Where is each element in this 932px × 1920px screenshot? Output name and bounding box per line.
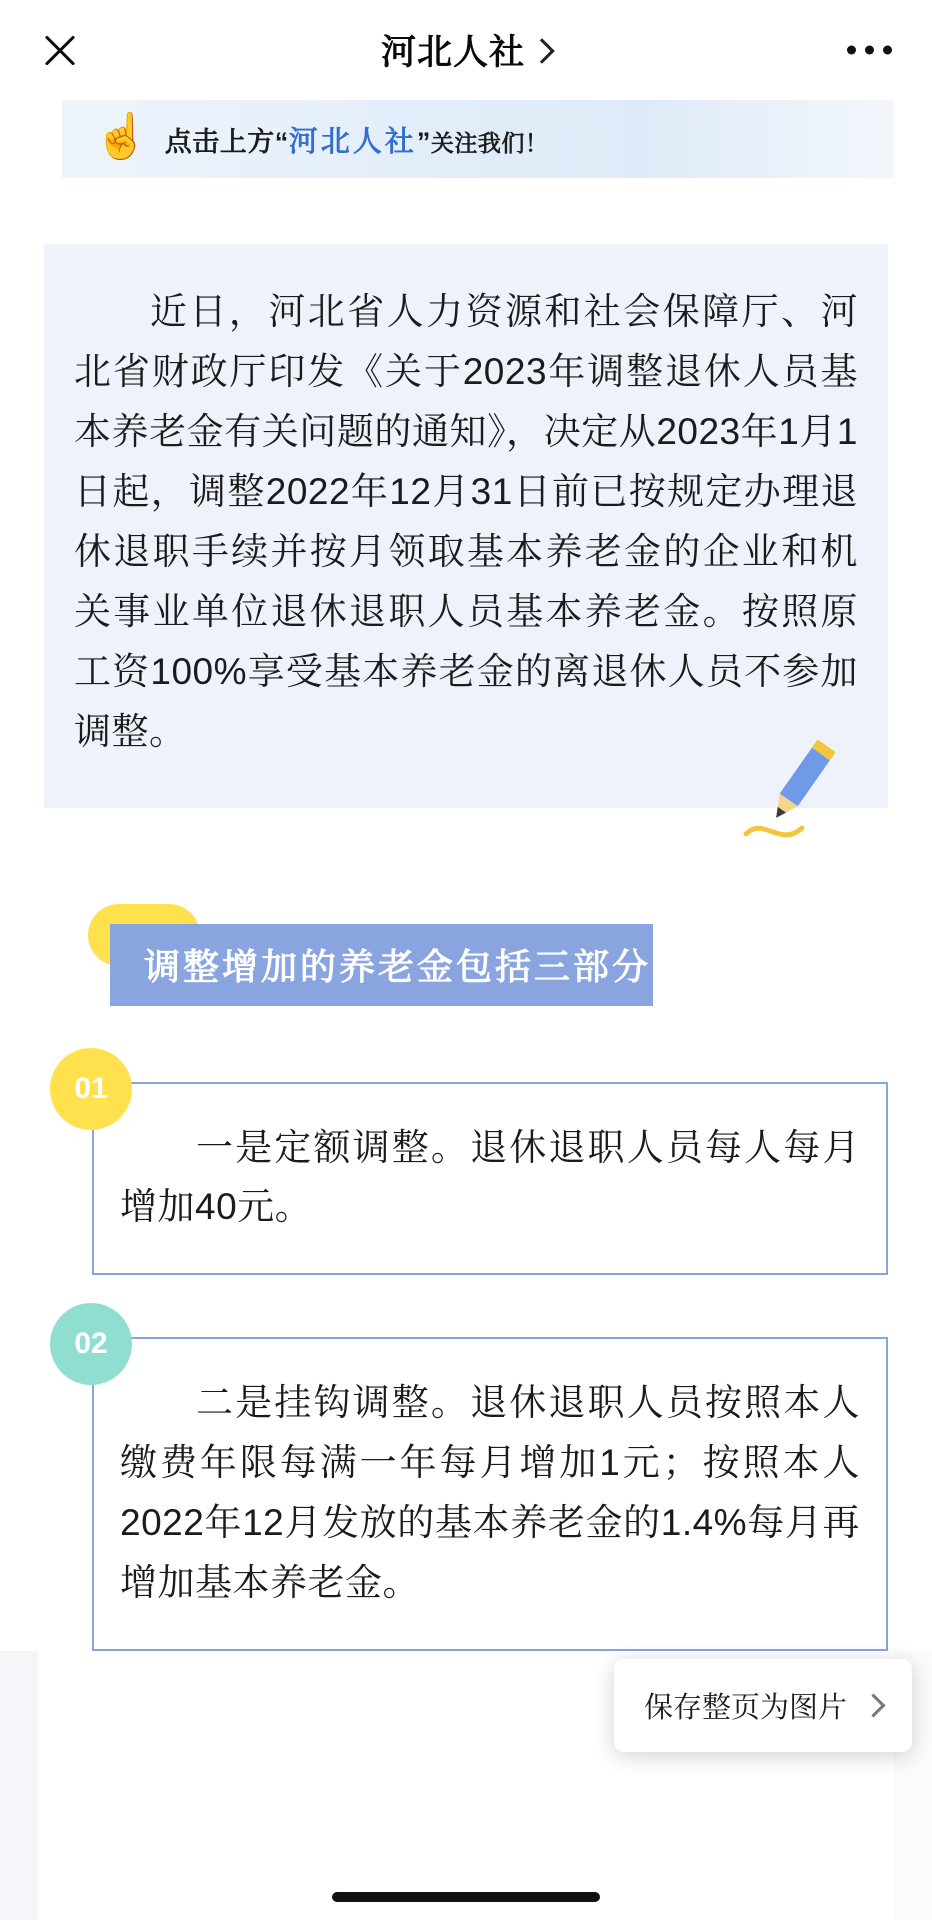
home-indicator (332, 1892, 600, 1902)
follow-banner-quote-close: ” (416, 126, 431, 157)
more-dot (847, 46, 856, 55)
more-dot (865, 46, 874, 55)
more-dot (883, 46, 892, 55)
item-content-box (92, 1082, 888, 1276)
page-title[interactable] (381, 25, 551, 75)
item-number-badge: 01 (50, 1048, 132, 1130)
save-page-as-image-button[interactable] (614, 1659, 912, 1752)
section-heading (0, 924, 932, 1020)
heading-bar (110, 924, 653, 1006)
item-content-box (92, 1337, 888, 1651)
top-navigation-bar (0, 0, 932, 100)
list-item (44, 1071, 888, 1276)
lead-paragraph-text: 近日，河北省人力资源和社会保障厅、河北省财政厅印发《关于2023年调整退休人员基本养老金有关问题的通知》，决定从2023年1月1日起，调整2022年12月31日前已按规定办理退休退职手续并按月领取基本养老金的企业和机关事业单位退休退职人员基本养老金。按照原工资100%享受基本养老金的离退休人员不参加调整。 (74, 291, 858, 752)
article-body (0, 100, 932, 1651)
follow-banner-quote-open: “ (274, 126, 289, 157)
follow-banner-suffix: 关注我们！ (430, 129, 549, 156)
list-item (44, 1327, 888, 1651)
save-page-label: 保存整页为图片 (643, 1692, 847, 1724)
chevron-right-icon (861, 1693, 885, 1717)
item-text: 二是挂钩调整。退休退职人员按照本人缴费年限每满一年每月增加1元；按照本人2022年12月发放的基本养老金的1.4%每月再增加基本养老金。 (120, 1382, 860, 1604)
pointing-hand-icon: ☝ (94, 112, 149, 161)
item-number-badge: 02 (50, 1303, 132, 1385)
close-icon[interactable] (38, 28, 82, 72)
chevron-right-icon (529, 38, 554, 63)
follow-banner-text (165, 119, 549, 160)
follow-banner-account: 河北人社 (288, 125, 417, 158)
heading-label: 调整增加的养老金包括三部分 (144, 946, 652, 987)
more-options-icon[interactable] (847, 46, 892, 55)
page-title-label: 河北人社 (380, 33, 525, 72)
follow-banner[interactable] (62, 100, 894, 178)
follow-banner-prefix: 点击上方 (164, 126, 275, 157)
lead-paragraph-block (44, 244, 888, 808)
item-text: 一是定额调整。退休退职人员每人每月增加40元。 (120, 1126, 860, 1228)
